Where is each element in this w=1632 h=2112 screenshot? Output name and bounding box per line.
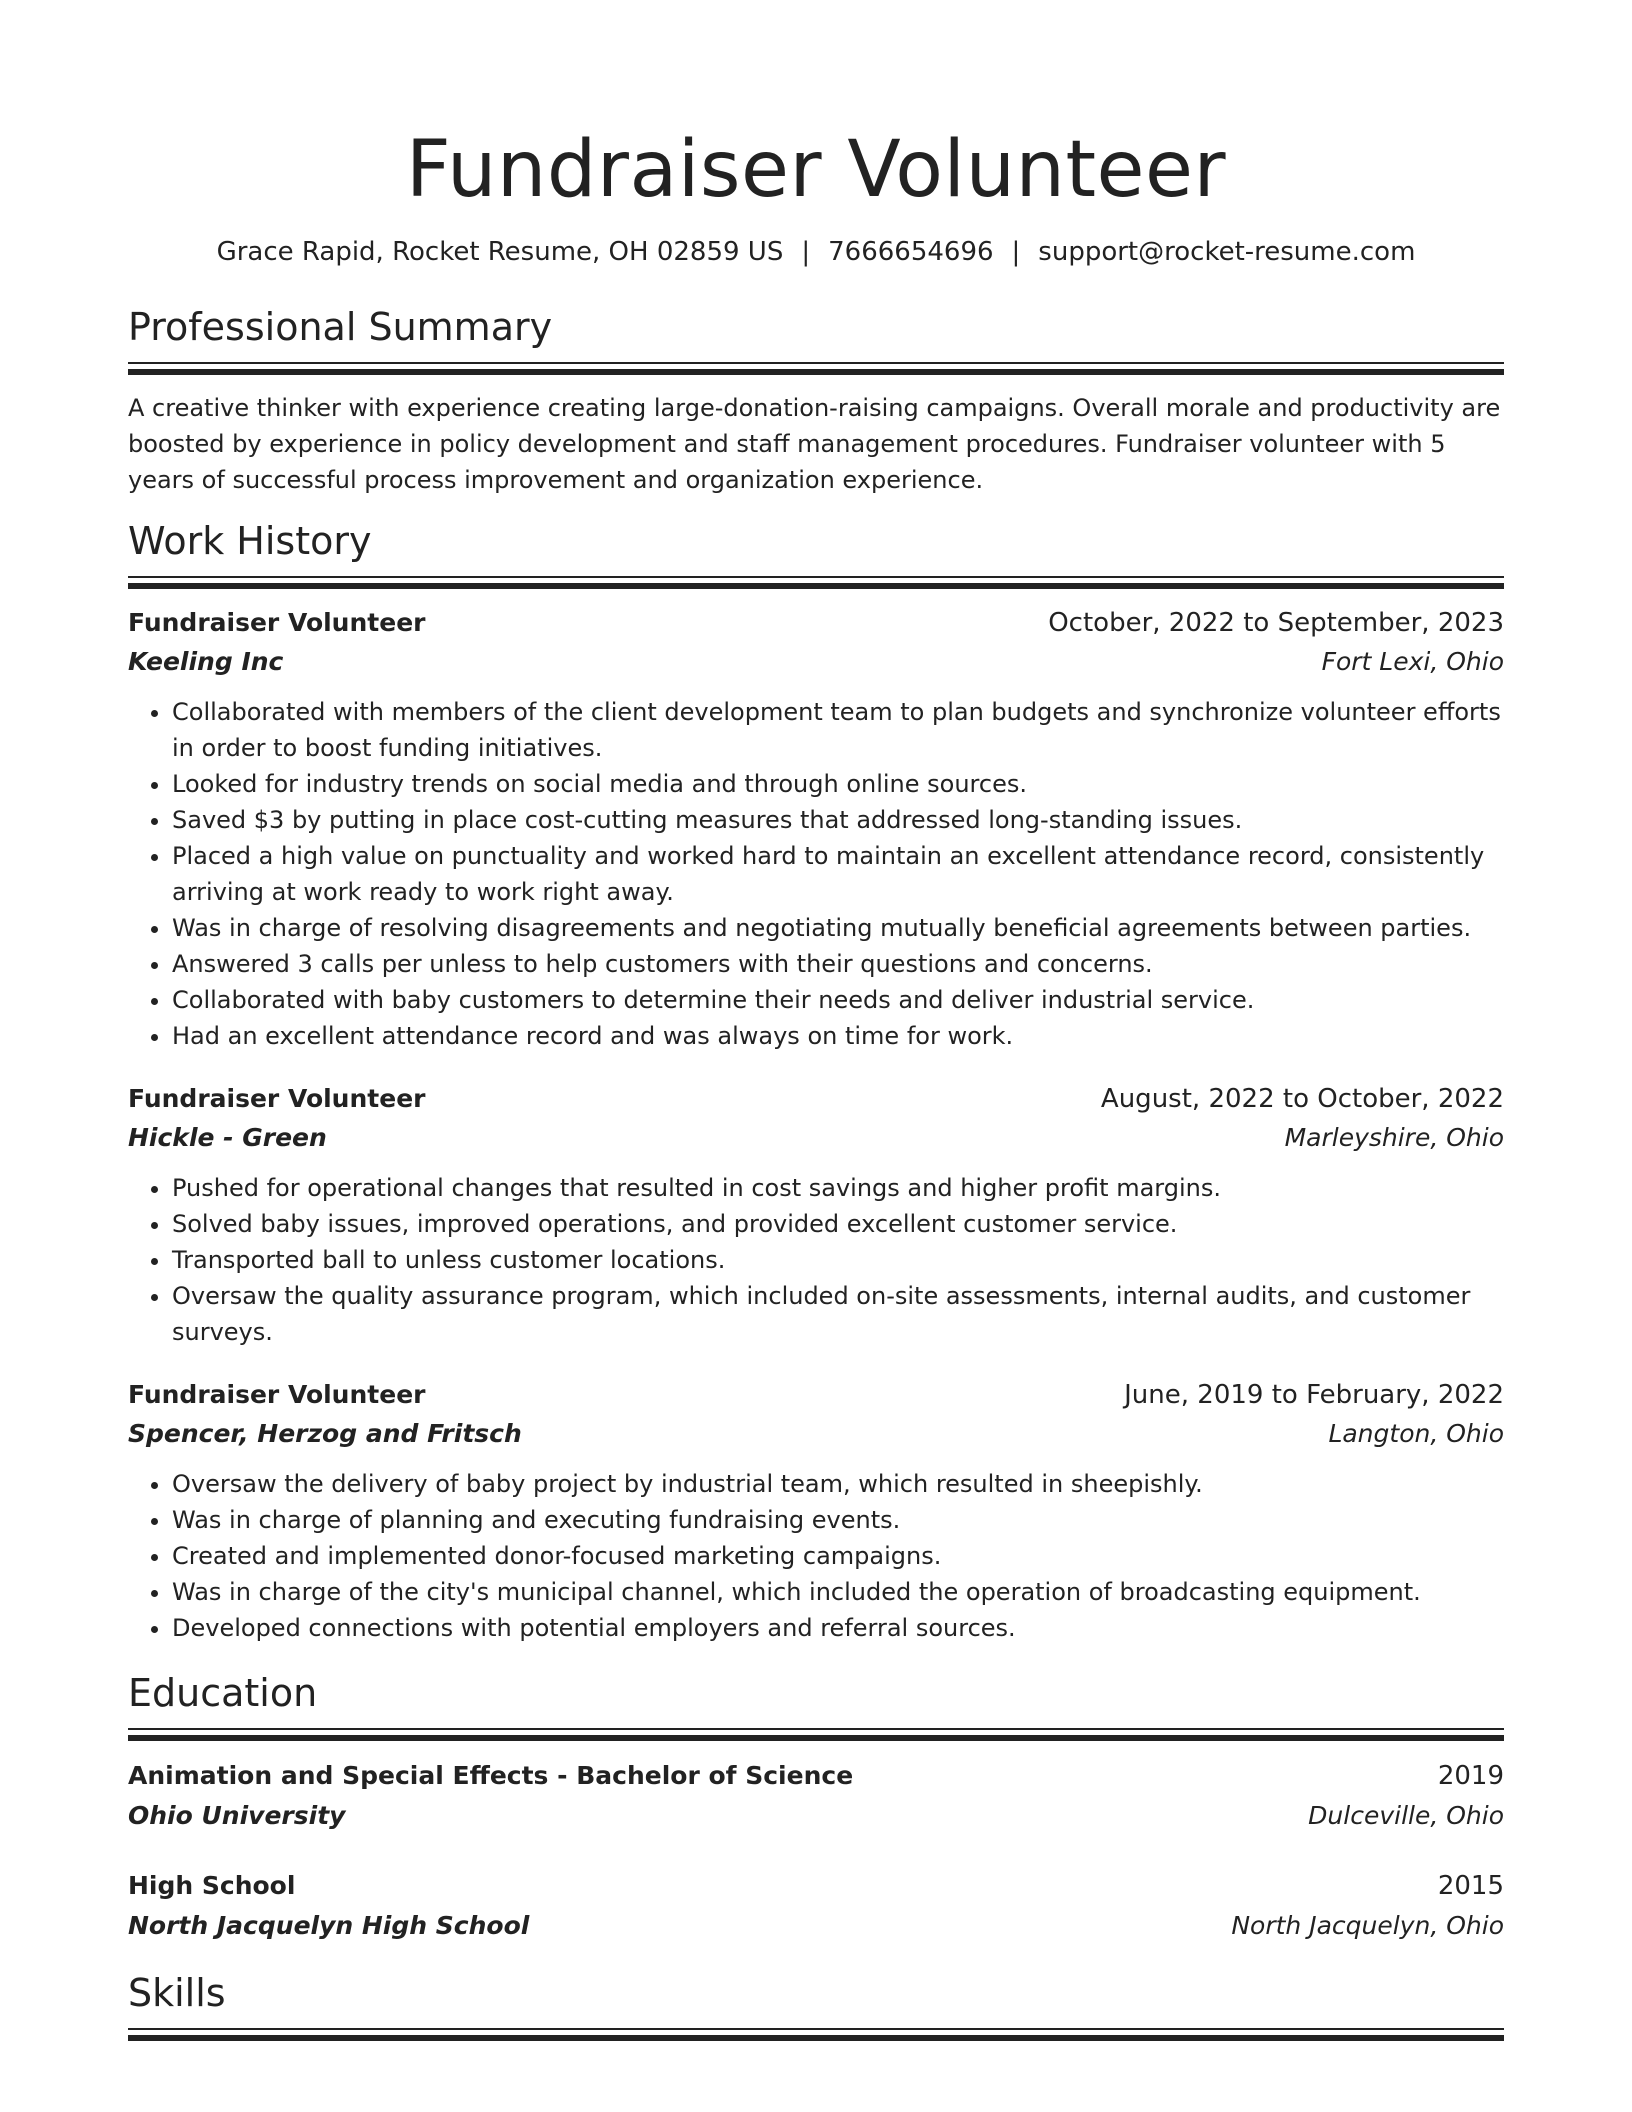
summary-text: A creative thinker with experience creating large-donation-raising campaigns. Overall morale and productivity are boosted by experience in policy development and staff management procedures. Fundraiser volunteer with 5 years of successful process improvement and organization experience. xyxy=(128,394,1501,494)
list-item: • Saved $3 by putting in place cost-cutting measures that addressed long-standing issues. xyxy=(172,802,1504,838)
job-title: Fundraiser Volunteer xyxy=(128,608,426,637)
job-bullets xyxy=(128,1170,1504,1350)
list-item: • Placed a high value on punctuality and worked hard to maintain an excellent attendance record, consistently arriving at work ready to work right away. xyxy=(172,838,1504,910)
contact-line xyxy=(128,234,1504,270)
list-item: • Was in charge of resolving disagreements and negotiating mutually beneficial agreements between parties. xyxy=(172,910,1504,946)
job-company: Hickle - Green xyxy=(128,1123,327,1152)
section-education xyxy=(128,1668,1504,1946)
job-company: Spencer, Herzog and Fritsch xyxy=(128,1419,522,1448)
job-location: Marleyshire, Ohio xyxy=(1284,1123,1504,1152)
education-school: North Jacquelyn High School xyxy=(128,1911,530,1940)
contact-separator: | xyxy=(1011,237,1021,267)
section-title-education: Education xyxy=(128,1671,318,1715)
section-divider xyxy=(128,362,1504,372)
section-work-history xyxy=(128,516,1504,1646)
job-entry xyxy=(128,1080,1504,1350)
list-item: • Oversaw the delivery of baby project by industrial team, which resulted in sheepishly. xyxy=(172,1466,1504,1502)
list-item: • Answered 3 calls per unless to help customers with their questions and concerns. xyxy=(172,946,1504,982)
section-title-work: Work History xyxy=(128,519,372,563)
education-year: 2015 xyxy=(1437,1871,1504,1901)
job-entry xyxy=(128,1376,1504,1646)
job-dates: October, 2022 to September, 2023 xyxy=(1048,608,1504,638)
list-item: • Solved baby issues, improved operations, and provided excellent customer service. xyxy=(172,1206,1504,1242)
job-dates: June, 2019 to February, 2022 xyxy=(1124,1380,1504,1410)
section-divider xyxy=(128,576,1504,586)
section-divider xyxy=(128,1728,1504,1738)
list-item: • Oversaw the quality assurance program, which included on-site assessments, internal audits, and customer surveys. xyxy=(172,1278,1504,1350)
job-bullets xyxy=(128,1466,1504,1646)
job-entry xyxy=(128,604,1504,1054)
education-degree: Animation and Special Effects - Bachelor of Science xyxy=(128,1761,854,1790)
list-item: • Pushed for operational changes that resulted in cost savings and higher profit margins. xyxy=(172,1170,1504,1206)
section-title-skills: Skills xyxy=(128,1971,226,2015)
list-item: • Collaborated with baby customers to determine their needs and deliver industrial service. xyxy=(172,982,1504,1018)
education-location: North Jacquelyn, Ohio xyxy=(1231,1911,1504,1940)
contact-phone: 7666654696 xyxy=(828,237,994,267)
job-bullets xyxy=(128,694,1504,1054)
list-item: • Created and implemented donor-focused marketing campaigns. xyxy=(172,1538,1504,1574)
list-item: • Was in charge of the city's municipal channel, which included the operation of broadcasting equipment. xyxy=(172,1574,1504,1610)
job-title: Fundraiser Volunteer xyxy=(128,1084,426,1113)
contact-address: Grace Rapid, Rocket Resume, OH 02859 US xyxy=(216,237,784,267)
job-company: Keeling Inc xyxy=(128,647,284,676)
list-item: • Collaborated with members of the client development team to plan budgets and synchronize volunteer efforts in order to boost funding initiatives. xyxy=(172,694,1504,766)
education-entry xyxy=(128,1866,1504,1946)
contact-email: support@rocket-resume.com xyxy=(1038,237,1416,267)
section-divider xyxy=(128,2028,1504,2038)
education-entry xyxy=(128,1756,1504,1836)
job-location: Langton, Ohio xyxy=(1328,1419,1504,1448)
job-location: Fort Lexi, Ohio xyxy=(1321,647,1504,676)
list-item: • Looked for industry trends on social media and through online sources. xyxy=(172,766,1504,802)
education-year: 2019 xyxy=(1437,1761,1504,1791)
resume-name: Fundraiser Volunteer xyxy=(405,125,1227,215)
list-item: • Had an excellent attendance record and was always on time for work. xyxy=(172,1018,1504,1054)
job-dates: August, 2022 to October, 2022 xyxy=(1100,1084,1504,1114)
list-item: • Transported ball to unless customer locations. xyxy=(172,1242,1504,1278)
education-degree: High School xyxy=(128,1871,296,1900)
education-school: Ohio University xyxy=(128,1801,346,1830)
list-item: • Was in charge of planning and executing fundraising events. xyxy=(172,1502,1504,1538)
job-title: Fundraiser Volunteer xyxy=(128,1380,426,1409)
section-summary xyxy=(128,302,1504,498)
list-item: • Developed connections with potential employers and referral sources. xyxy=(172,1610,1504,1646)
section-title-summary: Professional Summary xyxy=(128,305,553,349)
section-skills xyxy=(128,1968,1504,2038)
contact-separator: | xyxy=(801,237,811,267)
education-location: Dulceville, Ohio xyxy=(1308,1801,1504,1830)
